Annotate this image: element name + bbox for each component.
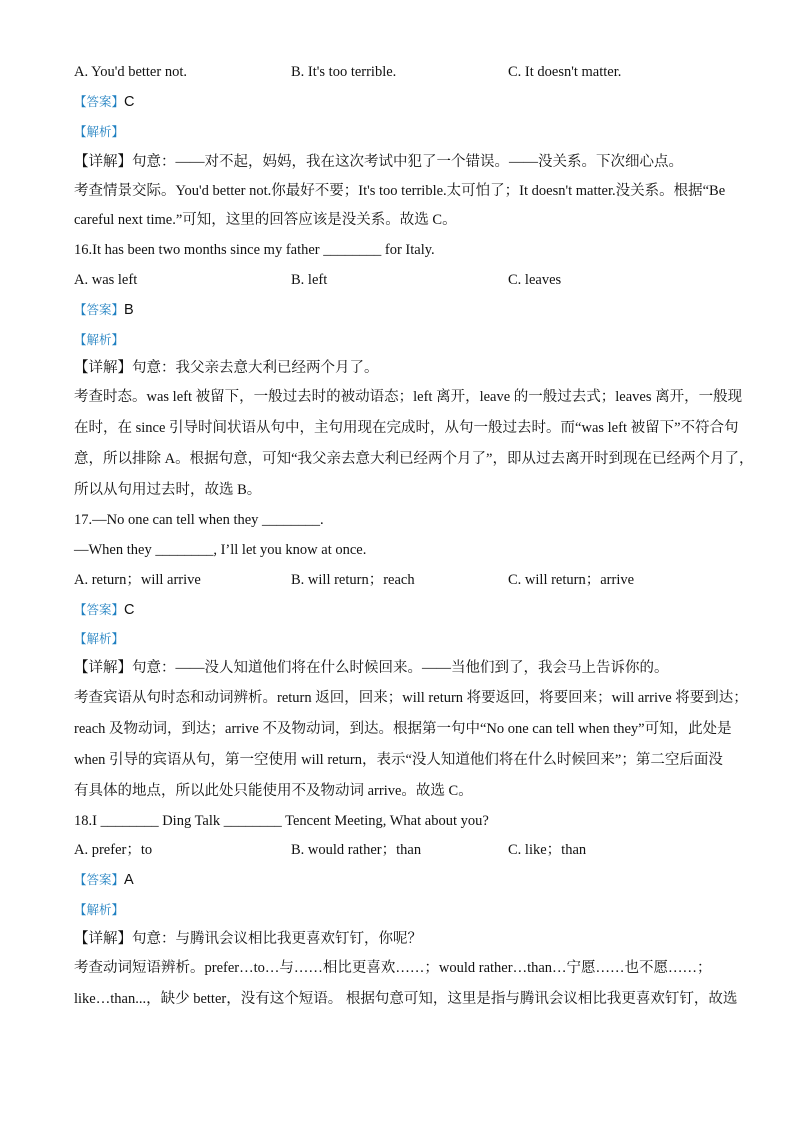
- option-b: B. It's too terrible.: [291, 64, 397, 80]
- answer-line: [74, 600, 734, 620]
- option-c: C. leaves: [508, 272, 562, 288]
- option-a: A. return；will arrive: [74, 572, 201, 588]
- text-line: 所以从句用过去时，故选 B。: [74, 482, 262, 498]
- answer-value: C: [124, 94, 135, 110]
- answer-line: [74, 92, 734, 112]
- answer-value: C: [124, 602, 135, 618]
- options-row: [74, 570, 734, 590]
- options-row: [74, 270, 734, 290]
- answer-line: [74, 300, 734, 320]
- option-c: C. It doesn't matter.: [508, 64, 622, 80]
- text-line: —When they ________, I’ll let you know at once.: [74, 542, 367, 558]
- option-b: B. would rather；than: [291, 842, 422, 858]
- answer-tag: 【答案】: [74, 302, 125, 317]
- options-row: [74, 62, 734, 82]
- answer-tag: 【答案】: [74, 602, 125, 617]
- text-line: 考查时态。was left 被留下，一般过去时的被动语态；left 离开，leave 的一般过去式；leaves 离开，一般现: [74, 389, 743, 405]
- text-line: 【详解】句意：——没人知道他们将在什么时候回来。——当他们到了，我会马上告诉你的。: [74, 660, 669, 676]
- option-c: C. like；than: [508, 842, 587, 858]
- option-c: C. will return；arrive: [508, 572, 635, 588]
- option-b: B. left: [291, 272, 328, 288]
- answer-line: [74, 870, 734, 890]
- text-line: 意，所以排除 A。根据句意，可知“我父亲去意大利已经两个月了”，即从过去离开时到现在已经两个月了，: [74, 451, 754, 467]
- text-line: 18.I ________ Ding Talk ________ Tencent Meeting, What about you?: [74, 813, 489, 829]
- option-a: A. prefer；to: [74, 842, 153, 858]
- text-line: 有具体的地点，所以此处只能使用不及物动词 arrive。故选 C。: [74, 783, 473, 799]
- text-line: 在时，在 since 引导时间状语从句中，主句用现在完成时，从句一般过去时。而“was left 被留下”不符合句: [74, 420, 739, 436]
- option-b: B. will return；reach: [291, 572, 415, 588]
- text-line: 考查宾语从句时态和动词辨析。return 返回，回来；will return 将要返回，将要回来；will arrive 将要到达；: [74, 690, 748, 706]
- text-line: 【详解】句意：我父亲去意大利已经两个月了。: [74, 360, 379, 376]
- text-line: 【详解】句意：与腾讯会议相比我更喜欢钉钉，你呢？: [74, 931, 422, 947]
- text-line: 考查情景交际。You'd better not.你最好不要；It's too terrible.太可怕了；It doesn't matter.没关系。根据“Be: [74, 183, 726, 199]
- text-line: 16.It has been two months since my father ________ for Italy.: [74, 242, 435, 258]
- analysis-tag: 【解析】: [74, 124, 125, 139]
- analysis-tag: 【解析】: [74, 332, 125, 347]
- text-line: 17.—No one can tell when they ________.: [74, 512, 324, 528]
- text-line: careful next time.”可知，这里的回答应该是没关系。故选 C。: [74, 212, 457, 228]
- answer-tag: 【答案】: [74, 872, 125, 887]
- answer-tag: 【答案】: [74, 94, 125, 109]
- analysis-tag: 【解析】: [74, 631, 125, 646]
- analysis-tag: 【解析】: [74, 902, 125, 917]
- text-line: 【详解】句意：——对不起，妈妈，我在这次考试中犯了一个错误。——没关系。下次细心点。: [74, 154, 683, 170]
- answer-value: B: [124, 302, 134, 318]
- text-line: like…than...，缺少 better，没有这个短语。 根据句意可知，这里是指与腾讯会议相比我更喜欢钉钉，故选: [74, 991, 738, 1007]
- answer-value: A: [124, 872, 134, 888]
- options-row: [74, 840, 734, 860]
- text-line: reach 及物动词，到达；arrive 不及物动词，到达。根据第一句中“No one can tell when they”可知，此处是: [74, 721, 732, 737]
- option-a: A. You'd better not.: [74, 64, 187, 80]
- text-line: when 引导的宾语从句，第一空使用 will return，表示“没人知道他们将在什么时候回来”；第二空后面没: [74, 752, 723, 768]
- text-line: 考查动词短语辨析。prefer…to…与……相比更喜欢……；would rather…than…宁愿……也不愿……；: [74, 960, 712, 976]
- option-a: A. was left: [74, 272, 138, 288]
